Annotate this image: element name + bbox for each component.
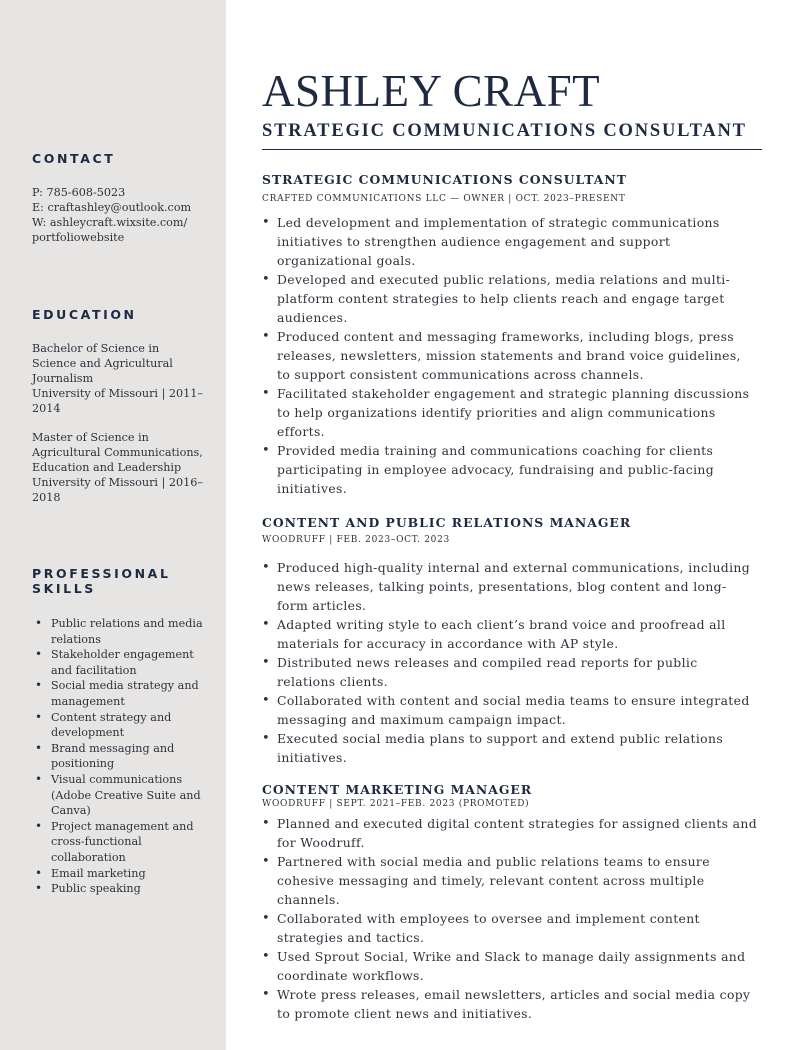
job-entry [262,172,767,498]
job-meta: CRAFTED COMMUNICATIONS LLC — OWNER | OCT. 2023–PRESENT [262,194,626,204]
job-bullet: • Planned and executed digital content strategies for assigned clients and for Woodruff. [262,814,767,852]
job-title: CONTENT AND PUBLIC RELATIONS MANAGER [262,515,632,530]
contact-section [32,151,212,245]
job-bullet: • Adapted writing style to each client’s brand voice and proofread all materials for accuracy in accordance with AP style. [262,615,767,653]
job-title: CONTENT MARKETING MANAGER [262,782,533,797]
education-heading: EDUCATION [32,307,137,322]
header-divider [262,149,762,150]
job-bullet: • Produced high-quality internal and external communications, including news releases, talking points, presentations, blog content and long- form articles. [262,558,767,615]
skill-item: • Social media strategy and management [32,678,212,709]
skill-item: • Stakeholder engagement and facilitation [32,647,212,678]
degree-line: 2018 [32,491,61,504]
job-entry [262,515,767,767]
person-name: ASHLEY CRAFT [262,66,601,116]
person-title: STRATEGIC COMMUNICATIONS CONSULTANT [262,121,747,141]
job-bullet: • Collaborated with content and social media teams to ensure integrated messaging and maximum campaign impact. [262,691,767,729]
skills-section [32,566,212,897]
skill-item: • Public speaking [32,881,212,897]
degree-line: 2014 [32,402,61,415]
skills-list [32,616,212,897]
contact-website: W: ashleycraft.wixsite.com/ [32,216,188,229]
degree-line: Agricultural Communications, [32,446,203,459]
degree-line: Science and Agricultural [32,357,173,370]
degree-line: Master of Science in [32,431,149,444]
job-bullet: • Used Sprout Social, Wrike and Slack to manage daily assignments and coordinate workflows. [262,947,767,985]
job-bullet: • Executed social media plans to support and extend public relations initiatives. [262,729,767,767]
job-bullets [262,814,767,1023]
contact-heading: CONTACT [32,151,116,166]
job-meta: WOODRUFF | SEPT. 2021–FEB. 2023 (PROMOTED) [262,799,530,809]
skill-item: • Brand messaging and positioning [32,741,212,772]
degree-line: Bachelor of Science in [32,342,160,355]
job-bullet: • Wrote press releases, email newsletters, articles and social media copy to promote client news and initiatives. [262,985,767,1023]
degree-entry [32,341,212,416]
job-title: STRATEGIC COMMUNICATIONS CONSULTANT [262,172,627,187]
job-bullet: • Partnered with social media and public relations teams to ensure cohesive messaging and timely, relevant content across multiple channels. [262,852,767,909]
job-bullet: • Facilitated stakeholder engagement and strategic planning discussions to help organizations identify priorities and align communications efforts. [262,384,767,441]
degree-line: Journalism [32,372,94,385]
education-section [32,307,212,505]
contact-email: E: craftashley@outlook.com [32,201,192,214]
degree-line: University of Missouri | 2016– [32,476,203,489]
contact-website-cont: portfoliowebsite [32,231,125,244]
degree-line: University of Missouri | 2011– [32,387,203,400]
job-bullets [262,213,767,498]
skill-item: • Email marketing [32,866,212,882]
sidebar [0,0,226,1050]
skill-item: • Public relations and media relations [32,616,212,647]
contact-phone: P: 785-608-5023 [32,186,126,199]
job-bullet: • Developed and executed public relations, media relations and multi- platform content strategies to help clients reach and engage target audiences. [262,270,767,327]
job-bullet: • Collaborated with employees to oversee and implement content strategies and tactics. [262,909,767,947]
degree-line: Education and Leadership [32,461,182,474]
skill-item: • Project management and cross-functional collaboration [32,819,212,866]
job-bullet: • Produced content and messaging frameworks, including blogs, press releases, newsletters, mission statements and brand voice guidelines, to support consistent communications across channels. [262,327,767,384]
job-bullet: • Distributed news releases and compiled read reports for public relations clients. [262,653,767,691]
job-meta: WOODRUFF | FEB. 2023–OCT. 2023 [262,535,450,545]
job-bullets [262,558,767,767]
skills-heading: PROFESSIONAL SKILLS [32,566,171,596]
job-bullet: • Provided media training and communications coaching for clients participating in employee advocacy, fundraising and public-facing initiatives. [262,441,767,498]
skill-item: • Visual communications (Adobe Creative Suite and Canva) [32,772,212,819]
job-entry [262,782,767,1023]
skill-item: • Content strategy and development [32,710,212,741]
degree-entry [32,430,212,505]
job-bullet: • Led development and implementation of strategic communications initiatives to strengthen audience engagement and support organizational goals. [262,213,767,270]
